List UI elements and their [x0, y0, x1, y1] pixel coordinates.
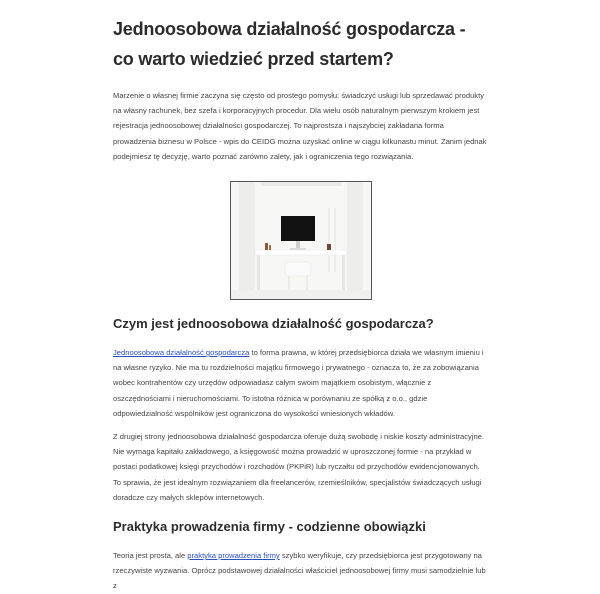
desk-photo — [231, 182, 371, 299]
monitor-icon — [281, 216, 315, 241]
section2-paragraph-1-end: szybko weryfikuje, czy przedsiębiorca jest przygotowany na rzeczywiste wyzwania. Oprócz podstawowej działalności właściciel jednoosobowej firmy musi samodzielnie lub z — [113, 551, 486, 591]
intro-paragraph: Marzenie o własnej firmie zaczyna się często od prostego pomysłu: świadczyć usługi lub sprzedawać produkty na własny rachunek, bez szefa i korporacyjnych procedur. Dla wielu osób naturalnym pierwszym krokiem jest rejestracja jednoosobowej działalności gospodarczej. To najprostsza i najszybciej zakładana forma prowadzenia biznesu w Polsce - wpis do CEIDG można uzyskać online w ciągu kilkunastu minut. Zanim jednak podejmiesz tę decyzję, warto poznać zarówno zalety, jak i ograniczenia tego rozwiązania. — [113, 91, 487, 161]
chair-icon — [285, 262, 311, 276]
section1-paragraph-2: Z drugiej strony jednoosobowa działalność gospodarcza oferuje dużą swobodę i niskie koszty administracyjne. Nie wymaga kapitału zakładowego, a księgowość można prowadzić w uproszczonej formie - na przykład w postaci podatkowej księgi przychodów i rozchodów (PKPiR) lub ryczałtu od przychodów ewidencjonowanych. To sprawia, że jest idealnym rozwiązaniem dla freelancerów, rzemieślników, specjalistów świadczących usługi doradcze czy małych sklepów internetowych. — [113, 432, 485, 502]
jdg-link[interactable]: Jednoosobowa działalność gospodarcza — [113, 348, 250, 358]
small-vase-icon — [265, 243, 268, 250]
article — [113, 0, 488, 594]
cup-icon — [327, 244, 331, 250]
section1-paragraph-1-text: to forma prawna, w której przedsiębiorca działa we własnym imieniu i na własne ryzyko. Nie ma tu rozdzielności majątku firmowego i prywatnego - oznacza to, że za zobowiązania wobec kontrahentów czy urzędów odpowiadasz całym swoim majątkiem osobistym, włącznie z oszczędnościami i nieruchomościami. To istotna różnica w porównaniu ze spółką z o.o., gdzie odpowiedzialność wspólników jest ograniczona do wysokości wniesionych wkładów. — [113, 348, 484, 418]
section2-paragraph-1 — [113, 548, 488, 594]
practice-link[interactable]: praktyka prowadzenia firmy — [187, 551, 280, 561]
section-heading-what-is: Czym jest jednoosobowa działalność gospodarcza? — [113, 316, 434, 332]
article-title: Jednoosobowa działalność gospodarcza - co warto wiedzieć przed startem? — [113, 19, 466, 69]
article-image — [230, 181, 372, 300]
section-heading-practice: Praktyka prowadzenia firmy - codzienne obowiązki — [113, 519, 426, 535]
section1-paragraph-1 — [113, 345, 488, 421]
section2-paragraph-1-start: Teoria jest prosta, ale — [113, 551, 188, 561]
